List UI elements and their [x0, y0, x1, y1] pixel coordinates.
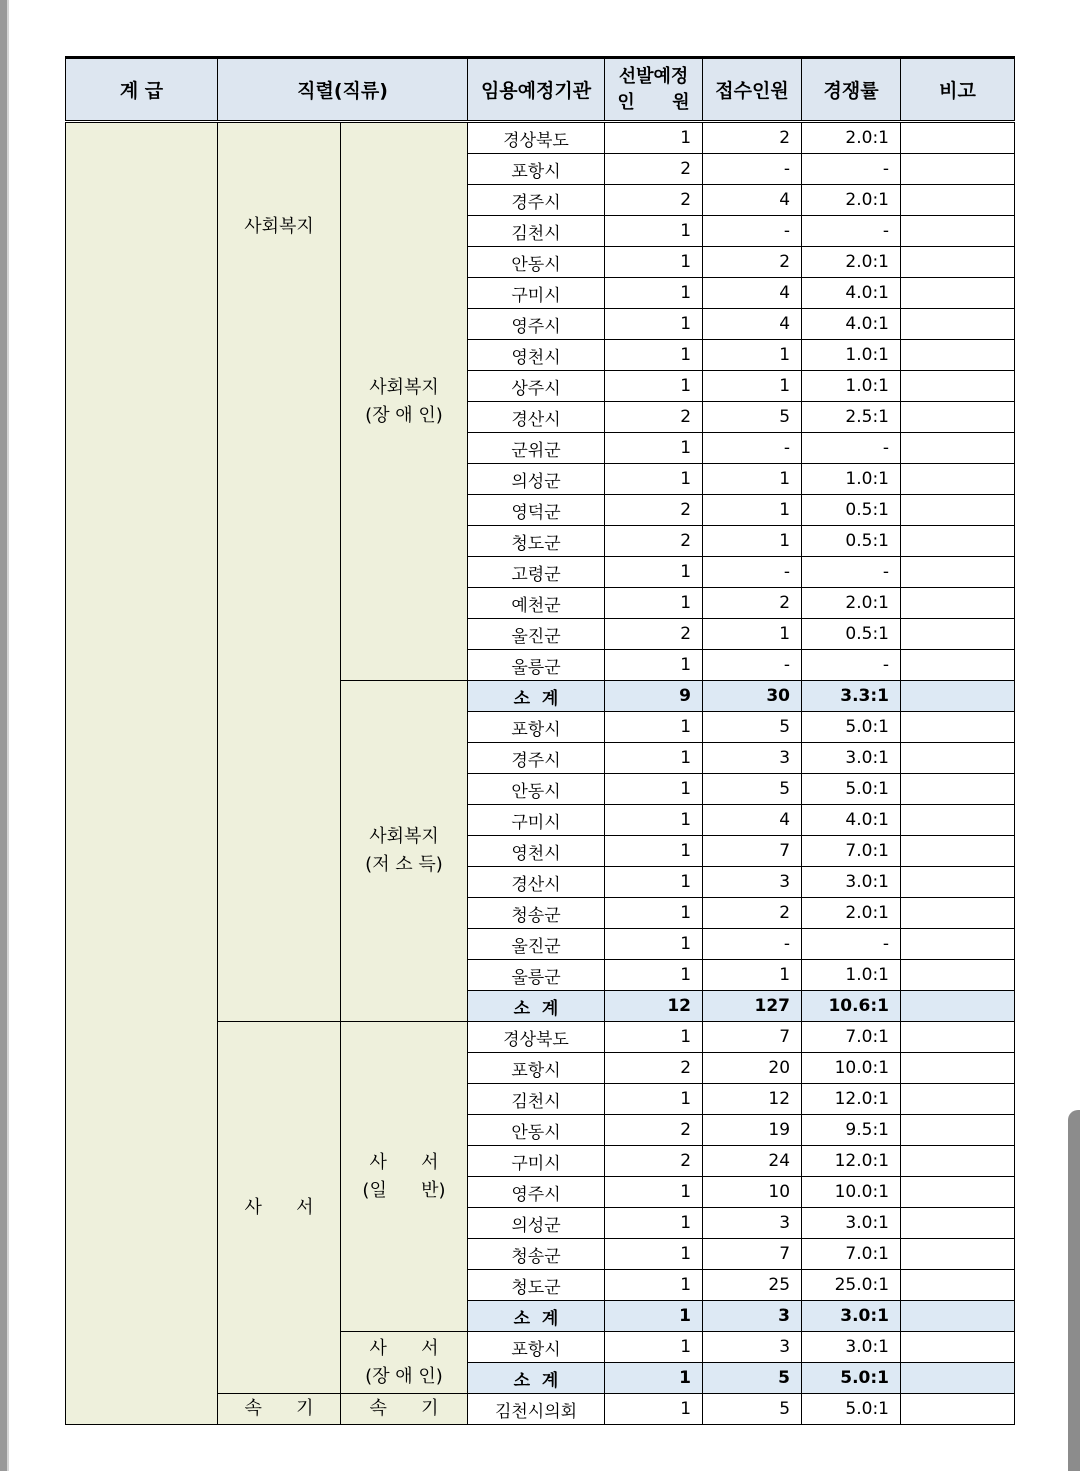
- rate-cell: 2.0:1: [802, 247, 901, 278]
- header-rate: 경쟁률: [802, 58, 901, 122]
- rate-cell: 3.3:1: [802, 681, 901, 712]
- planned-cell: 1: [605, 433, 703, 464]
- planned-cell: 1: [605, 867, 703, 898]
- note-cell: [901, 122, 1015, 154]
- org-cell: 경산시: [468, 867, 605, 898]
- org-cell: 경산시: [468, 402, 605, 433]
- planned-cell: 1: [605, 1332, 703, 1363]
- org-cell: 고령군: [468, 557, 605, 588]
- planned-cell: 1: [605, 247, 703, 278]
- rate-cell: 4.0:1: [802, 805, 901, 836]
- applicants-cell: -: [703, 433, 802, 464]
- rate-cell: 1.0:1: [802, 960, 901, 991]
- subseries-librarian-general: [341, 1022, 468, 1332]
- org-cell: 의성군: [468, 1208, 605, 1239]
- planned-cell: 1: [605, 836, 703, 867]
- page-left-edge: [0, 0, 7, 1471]
- org-cell: 청송군: [468, 898, 605, 929]
- org-cell: 영덕군: [468, 495, 605, 526]
- applicants-cell: 127: [703, 991, 802, 1022]
- applicants-cell: 1: [703, 619, 802, 650]
- applicants-cell: 5: [703, 402, 802, 433]
- rate-cell: 3.0:1: [802, 867, 901, 898]
- series-welfare: 사회복지: [218, 122, 341, 1022]
- planned-cell: 1: [605, 278, 703, 309]
- rate-cell: 9.5:1: [802, 1115, 901, 1146]
- rate-cell: 2.0:1: [802, 185, 901, 216]
- rate-cell: 2.0:1: [802, 588, 901, 619]
- planned-cell: 1: [605, 1270, 703, 1301]
- applicants-cell: 2: [703, 247, 802, 278]
- note-cell: [901, 867, 1015, 898]
- planned-cell: 1: [605, 216, 703, 247]
- org-cell: 안동시: [468, 774, 605, 805]
- note-cell: [901, 278, 1015, 309]
- org-cell: 경상북도: [468, 1022, 605, 1053]
- applicants-cell: -: [703, 929, 802, 960]
- applicants-cell: 30: [703, 681, 802, 712]
- org-cell: 영천시: [468, 836, 605, 867]
- note-cell: [901, 1115, 1015, 1146]
- org-cell: 울진군: [468, 929, 605, 960]
- subseries-librarian-disabled: [341, 1332, 468, 1394]
- org-cell: 소 계: [468, 681, 605, 712]
- rate-cell: 25.0:1: [802, 1270, 901, 1301]
- rate-cell: 1.0:1: [802, 371, 901, 402]
- subseries-line: (일 반): [362, 1179, 446, 1201]
- rate-cell: 1.0:1: [802, 340, 901, 371]
- applicants-cell: 7: [703, 1022, 802, 1053]
- subseries-line: 사 서: [369, 1337, 439, 1359]
- note-cell: [901, 495, 1015, 526]
- planned-cell: 1: [605, 1239, 703, 1270]
- org-cell: 청도군: [468, 526, 605, 557]
- planned-cell: 1: [605, 309, 703, 340]
- rate-cell: 3.0:1: [802, 1332, 901, 1363]
- note-cell: [901, 526, 1015, 557]
- note-cell: [901, 650, 1015, 681]
- subseries-line: 사회복지: [369, 826, 439, 847]
- note-cell: [901, 681, 1015, 712]
- org-cell: 경상북도: [468, 122, 605, 154]
- org-cell: 소 계: [468, 1301, 605, 1332]
- rate-cell: 2.0:1: [802, 122, 901, 154]
- planned-cell: 1: [605, 588, 703, 619]
- header-note: 비고: [901, 58, 1015, 122]
- planned-cell: 1: [605, 712, 703, 743]
- subseries-welfare-lowincome: [341, 681, 468, 1022]
- note-cell: [901, 774, 1015, 805]
- applicants-cell: 1: [703, 495, 802, 526]
- planned-cell: 2: [605, 1115, 703, 1146]
- rate-cell: 4.0:1: [802, 278, 901, 309]
- org-cell: 안동시: [468, 247, 605, 278]
- applicants-cell: 2: [703, 898, 802, 929]
- note-cell: [901, 247, 1015, 278]
- org-cell: 구미시: [468, 278, 605, 309]
- applicants-cell: 1: [703, 960, 802, 991]
- org-cell: 소 계: [468, 991, 605, 1022]
- org-cell: 영주시: [468, 309, 605, 340]
- note-cell: [901, 1270, 1015, 1301]
- note-cell: [901, 836, 1015, 867]
- note-cell: [901, 1177, 1015, 1208]
- header-applicants: 접수인원: [703, 58, 802, 122]
- applicants-cell: 5: [703, 774, 802, 805]
- org-cell: 청도군: [468, 1270, 605, 1301]
- org-cell: 경주시: [468, 743, 605, 774]
- rate-cell: 2.5:1: [802, 402, 901, 433]
- note-cell: [901, 185, 1015, 216]
- note-cell: [901, 1053, 1015, 1084]
- note-cell: [901, 1022, 1015, 1053]
- table-header-row: [66, 58, 1015, 122]
- org-cell: 영주시: [468, 1177, 605, 1208]
- note-cell: [901, 712, 1015, 743]
- applicants-cell: 1: [703, 464, 802, 495]
- rate-cell: 12.0:1: [802, 1146, 901, 1177]
- rate-cell: 0.5:1: [802, 526, 901, 557]
- org-cell: 구미시: [468, 805, 605, 836]
- applicants-cell: 3: [703, 1332, 802, 1363]
- rate-cell: 5.0:1: [802, 712, 901, 743]
- note-cell: [901, 805, 1015, 836]
- rate-cell: 1.0:1: [802, 464, 901, 495]
- page-left-edge-inner: [7, 0, 9, 1471]
- planned-cell: 1: [605, 898, 703, 929]
- planned-cell: 1: [605, 340, 703, 371]
- planned-cell: 1: [605, 1363, 703, 1394]
- note-cell: [901, 1239, 1015, 1270]
- rate-cell: 2.0:1: [802, 898, 901, 929]
- applicants-cell: 7: [703, 836, 802, 867]
- org-cell: 김천시: [468, 1084, 605, 1115]
- note-cell: [901, 1363, 1015, 1394]
- planned-cell: 1: [605, 371, 703, 402]
- applicants-cell: -: [703, 154, 802, 185]
- note-cell: [901, 1301, 1015, 1332]
- planned-cell: 1: [605, 1084, 703, 1115]
- org-cell: 포항시: [468, 712, 605, 743]
- planned-cell: 1: [605, 650, 703, 681]
- series-steno: 속 기: [218, 1394, 341, 1425]
- note-cell: [901, 371, 1015, 402]
- planned-cell: 1: [605, 557, 703, 588]
- planned-cell: 1: [605, 1022, 703, 1053]
- rate-cell: 5.0:1: [802, 774, 901, 805]
- note-cell: [901, 402, 1015, 433]
- note-cell: [901, 1084, 1015, 1115]
- applicants-cell: 10: [703, 1177, 802, 1208]
- header-planned-line1: 선발예정: [618, 65, 689, 87]
- header-series: 직렬(직류): [218, 58, 468, 122]
- planned-cell: 1: [605, 1394, 703, 1425]
- org-cell: 군위군: [468, 433, 605, 464]
- planned-cell: 1: [605, 929, 703, 960]
- planned-cell: 2: [605, 154, 703, 185]
- note-cell: [901, 1394, 1015, 1425]
- header-planned-line2: 인 원: [617, 91, 690, 113]
- planned-cell: 1: [605, 122, 703, 154]
- planned-cell: 2: [605, 1053, 703, 1084]
- org-cell: 소 계: [468, 1363, 605, 1394]
- org-cell: 구미시: [468, 1146, 605, 1177]
- applicants-cell: 25: [703, 1270, 802, 1301]
- note-cell: [901, 929, 1015, 960]
- rate-cell: 10.0:1: [802, 1177, 901, 1208]
- recruitment-results-table: [65, 56, 1015, 1425]
- planned-cell: 2: [605, 185, 703, 216]
- rate-cell: -: [802, 557, 901, 588]
- series-librarian: 사 서: [218, 1022, 341, 1394]
- applicants-cell: 2: [703, 588, 802, 619]
- rate-cell: 12.0:1: [802, 1084, 901, 1115]
- org-cell: 상주시: [468, 371, 605, 402]
- rate-cell: 0.5:1: [802, 495, 901, 526]
- note-cell: [901, 743, 1015, 774]
- subseries-line: 사 서: [369, 1151, 439, 1173]
- subseries-steno: 속 기: [341, 1394, 468, 1425]
- planned-cell: 1: [605, 774, 703, 805]
- subseries-line: 사회복지: [369, 376, 439, 398]
- applicants-cell: 3: [703, 1301, 802, 1332]
- applicants-cell: 1: [703, 340, 802, 371]
- planned-cell: 1: [605, 464, 703, 495]
- applicants-cell: 7: [703, 1239, 802, 1270]
- applicants-cell: 19: [703, 1115, 802, 1146]
- header-planned: [605, 58, 703, 122]
- applicants-cell: 3: [703, 867, 802, 898]
- applicants-cell: 3: [703, 1208, 802, 1239]
- rate-cell: 3.0:1: [802, 1301, 901, 1332]
- applicants-cell: 5: [703, 712, 802, 743]
- applicants-cell: 4: [703, 805, 802, 836]
- rate-cell: 7.0:1: [802, 1239, 901, 1270]
- org-cell: 포항시: [468, 1053, 605, 1084]
- applicants-cell: 4: [703, 278, 802, 309]
- rate-cell: 4.0:1: [802, 309, 901, 340]
- planned-cell: 1: [605, 805, 703, 836]
- note-cell: [901, 309, 1015, 340]
- applicants-cell: 4: [703, 309, 802, 340]
- table-body: [66, 122, 1015, 1425]
- org-cell: 예천군: [468, 588, 605, 619]
- org-cell: 김천시의회: [468, 1394, 605, 1425]
- note-cell: [901, 464, 1015, 495]
- rate-cell: 7.0:1: [802, 836, 901, 867]
- planned-cell: 1: [605, 1208, 703, 1239]
- header-org: 임용예정기관: [468, 58, 605, 122]
- rate-cell: -: [802, 650, 901, 681]
- planned-cell: 2: [605, 1146, 703, 1177]
- applicants-cell: -: [703, 650, 802, 681]
- note-cell: [901, 1146, 1015, 1177]
- note-cell: [901, 340, 1015, 371]
- subseries-line: (저 소 득): [365, 854, 443, 875]
- note-cell: [901, 960, 1015, 991]
- applicants-cell: 24: [703, 1146, 802, 1177]
- planned-cell: 2: [605, 619, 703, 650]
- applicants-cell: 3: [703, 743, 802, 774]
- header-grade: 계 급: [66, 58, 218, 122]
- org-cell: 의성군: [468, 464, 605, 495]
- applicants-cell: 2: [703, 122, 802, 154]
- org-cell: 김천시: [468, 216, 605, 247]
- org-cell: 포항시: [468, 154, 605, 185]
- org-cell: 경주시: [468, 185, 605, 216]
- note-cell: [901, 1208, 1015, 1239]
- note-cell: [901, 619, 1015, 650]
- applicants-cell: -: [703, 216, 802, 247]
- note-cell: [901, 588, 1015, 619]
- subseries-line: (장 애 인): [365, 404, 443, 426]
- planned-cell: 2: [605, 526, 703, 557]
- org-cell: 울릉군: [468, 960, 605, 991]
- rate-cell: 3.0:1: [802, 743, 901, 774]
- applicants-cell: 1: [703, 371, 802, 402]
- org-cell: 울릉군: [468, 650, 605, 681]
- org-cell: 청송군: [468, 1239, 605, 1270]
- note-cell: [901, 154, 1015, 185]
- rate-cell: -: [802, 154, 901, 185]
- planned-cell: 1: [605, 1301, 703, 1332]
- org-cell: 영천시: [468, 340, 605, 371]
- rate-cell: 10.6:1: [802, 991, 901, 1022]
- applicants-cell: 12: [703, 1084, 802, 1115]
- note-cell: [901, 433, 1015, 464]
- rate-cell: 7.0:1: [802, 1022, 901, 1053]
- rate-cell: 5.0:1: [802, 1363, 901, 1394]
- org-cell: 포항시: [468, 1332, 605, 1363]
- planned-cell: 1: [605, 1177, 703, 1208]
- table-row: [66, 122, 1015, 154]
- rate-cell: -: [802, 216, 901, 247]
- note-cell: [901, 557, 1015, 588]
- planned-cell: 2: [605, 402, 703, 433]
- subseries-line: (장 애 인): [365, 1365, 443, 1387]
- rate-cell: -: [802, 433, 901, 464]
- scrollbar-thumb[interactable]: [1068, 1110, 1080, 1471]
- grade-cell: [66, 122, 218, 1425]
- rate-cell: 5.0:1: [802, 1394, 901, 1425]
- applicants-cell: 5: [703, 1363, 802, 1394]
- note-cell: [901, 1332, 1015, 1363]
- org-cell: 안동시: [468, 1115, 605, 1146]
- rate-cell: 3.0:1: [802, 1208, 901, 1239]
- applicants-cell: 1: [703, 526, 802, 557]
- note-cell: [901, 991, 1015, 1022]
- applicants-cell: 4: [703, 185, 802, 216]
- rate-cell: -: [802, 929, 901, 960]
- rate-cell: 10.0:1: [802, 1053, 901, 1084]
- applicants-cell: -: [703, 557, 802, 588]
- note-cell: [901, 216, 1015, 247]
- applicants-cell: 5: [703, 1394, 802, 1425]
- planned-cell: 12: [605, 991, 703, 1022]
- planned-cell: 2: [605, 495, 703, 526]
- planned-cell: 1: [605, 743, 703, 774]
- subseries-welfare-disabled: [341, 122, 468, 681]
- org-cell: 울진군: [468, 619, 605, 650]
- planned-cell: 1: [605, 960, 703, 991]
- rate-cell: 0.5:1: [802, 619, 901, 650]
- note-cell: [901, 898, 1015, 929]
- applicants-cell: 20: [703, 1053, 802, 1084]
- planned-cell: 9: [605, 681, 703, 712]
